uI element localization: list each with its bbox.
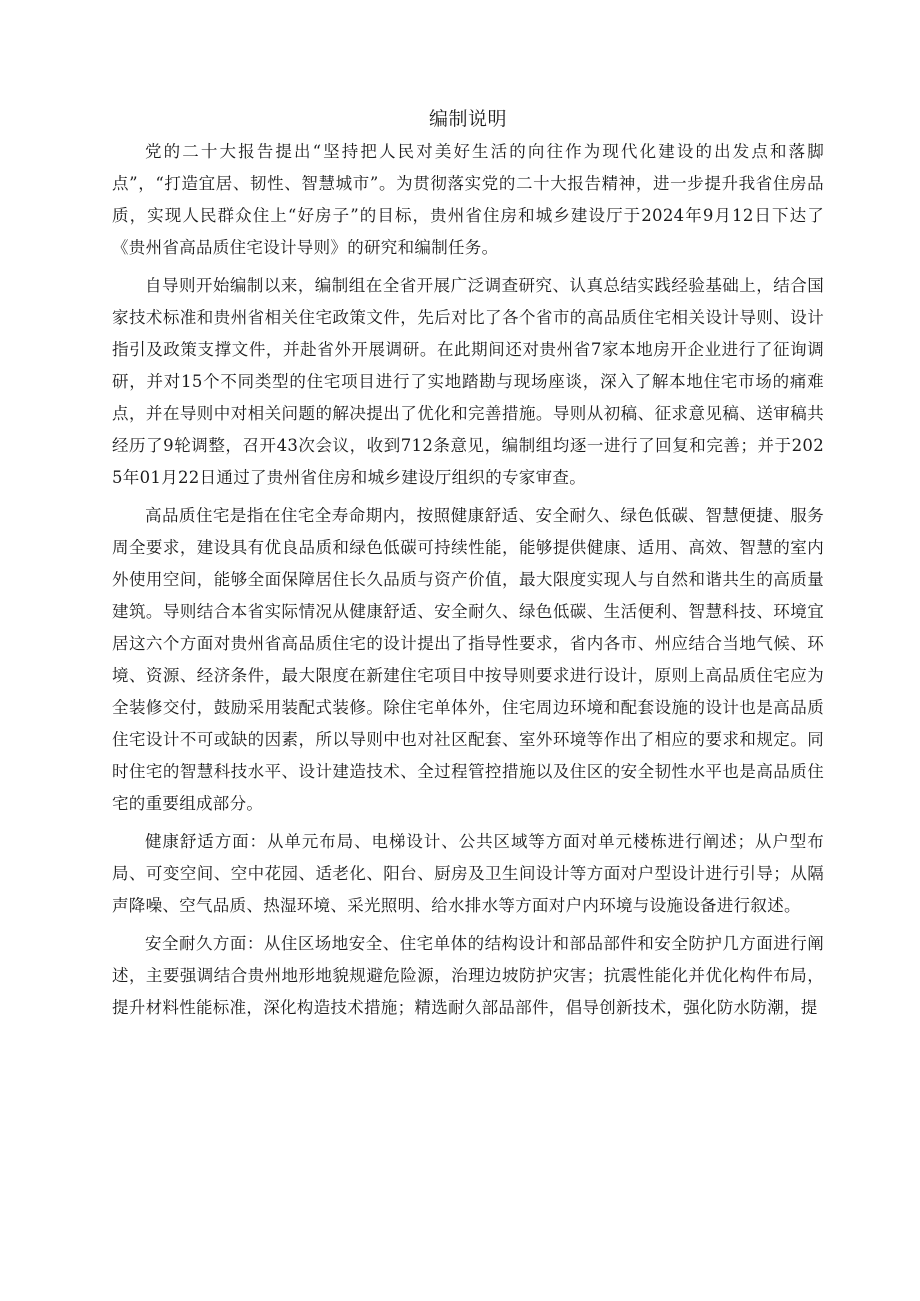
paragraph-definition: 高品质住宅是指在住宅全寿命期内，按照健康舒适、安全耐久、绿色低碳、智慧便捷、服务周全要求，建设具有优良品质和绿色低碳可持续性能，能够提供健康、适用、高效、智慧的室内外使用空间，能够全面保障居住长久品质与资产价值，最大限度实现人与自然和谐共生的高质量建筑。导则结合本省实际情况从健康舒适、安全耐久、绿色低碳、生活便利、智慧科技、环境宜居这六个方面对贵州省高品质住宅的设计提出了指导性要求，省内各市、州应结合当地气候、环境、资源、经济条件，最大限度在新建住宅项目中按导则要求进行设计，原则上高品质住宅应为全装修交付，鼓励采用装配式装修。除住宅单体外，住宅周边环境和配套设施的设计也是高品质住宅设计不可或缺的因素，所以导则中也对社区配套、室外环境等作出了相应的要求和规定。同时住宅的智慧科技水平、设计建造技术、全过程管控措施以及住区的安全韧性水平也是高品质住宅的重要组成部分。 xyxy=(112,506,824,813)
paragraph-health-comfort: 健康舒适方面：从单元布局、电梯设计、公共区域等方面对单元楼栋进行阐述；从户型布局、可变空间、空中花园、适老化、阳台、厨房及卫生间设计等方面对户型设计进行引导；从隔声降噪、空气品质、热湿环境、采光照明、给水排水等方面对户内环境与设施设备进行叙述。 xyxy=(112,832,824,915)
document-title: 编制说明 xyxy=(428,108,507,130)
paragraph-intro: 党的二十大报告提出“坚持把人民对美好生活的向往作为现代化建设的出发点和落脚点”，“打造宜居、韧性、智慧城市”。为贯彻落实党的二十大报告精神，进一步提升我省住房品质，实现人民群众住上“好房子”的目标，贵州省住房和城乡建设厅于2024年9月12日下达了《贵州省高品质住宅设计导则》的研究和编制任务。 xyxy=(112,142,824,257)
paragraph-compilation-process: 自导则开始编制以来，编制组在全省开展广泛调查研究、认真总结实践经验基础上，结合国家技术标准和贵州省相关住宅政策文件，先后对比了各个省市的高品质住宅相关设计导则、设计指引及政策支撑文件，并赴省外开展调研。在此期间还对贵州省7家本地房开企业进行了征询调研，并对15个不同类型的住宅项目进行了实地踏勘与现场座谈，深入了解本地住宅市场的痛难点，并在导则中对相关问题的解决提出了优化和完善措施。导则从初稿、征求意见稿、送审稿共经历了9轮调整，召开43次会议，收到712条意见，编制组均逐一进行了回复和完善；并于2025年01月22日通过了贵州省住房和城乡建设厅组织的专家审查。 xyxy=(112,276,824,487)
document-body xyxy=(112,104,824,1030)
paragraph-safety-durability: 安全耐久方面：从住区场地安全、住宅单体的结构设计和部品部件和安全防护几方面进行阐述，主要强调结合贵州地形地貌规避危险源，治理边坡防护灾害；抗震性能化并优化构件布局，提升材料性能标准，深化构造技术措施；精选耐久部品部件，倡导创新技术，强化防水防潮，提 xyxy=(112,934,824,1017)
